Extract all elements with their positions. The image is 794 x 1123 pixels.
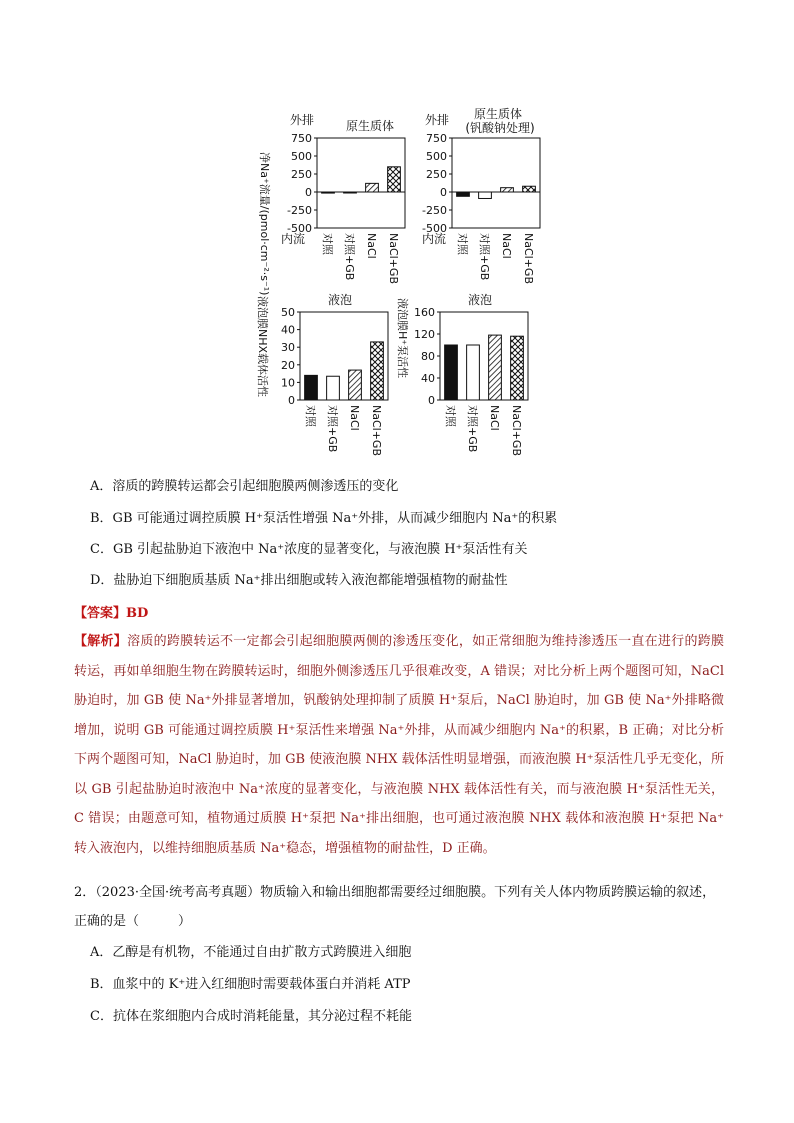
y-tick-label: 750	[291, 132, 312, 145]
y-tick-label: 0	[428, 394, 435, 407]
chart-plot	[422, 132, 540, 284]
y-tick-label: 0	[305, 186, 312, 199]
question-2-option-b: B．血浆中的 K⁺进入红细胞时需要载体蛋白并消耗 ATP	[90, 977, 411, 992]
y-tick-label: 30	[281, 341, 295, 355]
bar	[445, 345, 458, 400]
chart-top-label: 外排	[290, 113, 315, 127]
x-tick-label: NaCl+GB	[387, 233, 400, 284]
bar	[305, 375, 318, 400]
x-tick-label: 对照	[321, 233, 334, 255]
chart-protoplast-vanadate	[390, 100, 550, 304]
y-tick-label: 500	[426, 150, 447, 163]
x-tick-label: NaCl	[488, 405, 501, 431]
y-tick-label: 40	[421, 372, 435, 385]
chart-bottom-label: 内流	[280, 232, 306, 246]
bar	[457, 192, 470, 196]
analysis-text: 溶质的跨膜转运不一定都会引起细胞膜两侧的渗透压变化，如正常细胞为维持渗透压一直在进行的跨膜转运，再如单细胞生物在跨膜转运时，细胞外侧渗透压几乎很难改变，A 错误；对比分析上两个题图可知，NaCl 胁迫时，加 GB 使 Na⁺外排显著增加，钒酸钠处理抑制了质膜 H⁺泵后，NaCl 胁迫时，加 GB 使 Na⁺外排略微增加，说明 GB 可能通过调控质膜 H⁺泵活性来增强 Na⁺外排，从而减少细胞内 Na⁺的积累，B 正确；对比分析下两个题图可知，NaCl 胁迫时，加 GB 使液泡膜 NHX 载体活性明显增强，而液泡膜 H⁺泵活性几乎无变化，所以 GB 引起盐胁迫时液泡中 Na⁺浓度的显著变化，与液泡膜 NHX 载体活性有关，而与液泡膜 H⁺泵活性无关，C 错误；由题意可知，植物通过质膜 H⁺泵把 Na⁺排出细胞，也可通过液泡膜 NHX 载体和液泡膜 H⁺泵把 Na⁺转入液泡内，以维持细胞质基质 Na⁺稳态，增强植物的耐盐性，D 正确。	[74, 634, 724, 856]
y-tick-label: 750	[426, 132, 447, 145]
chart-title: 液泡	[327, 293, 353, 307]
y-tick-label: 50	[281, 306, 295, 319]
x-tick-label: NaCl	[365, 233, 378, 259]
x-tick-label: NaCl+GB	[522, 233, 535, 284]
y-tick-label: 500	[291, 150, 312, 163]
x-tick-label: 对照+GB	[326, 405, 339, 453]
option-c: C．GB 引起盐胁迫下液泡中 Na⁺浓度的显著变化，与液泡膜 H⁺泵活性有关	[90, 542, 528, 557]
y-tick-label: -500	[422, 222, 447, 235]
analysis	[74, 627, 724, 863]
chart-y-label: 净Na⁺流量/(pmol·cm⁻²·s⁻¹)	[258, 152, 271, 296]
chart-svg	[255, 290, 415, 470]
chart-title: 原生质体	[345, 119, 395, 133]
bar	[523, 186, 536, 192]
y-tick-label: -250	[287, 204, 312, 217]
option-a: A．溶质的跨膜转运都会引起细胞膜两侧渗透压的变化	[90, 479, 399, 494]
x-tick-label: NaCl	[348, 405, 361, 431]
chart-vacuole-nhx	[255, 290, 415, 474]
x-tick-label: 对照+GB	[343, 233, 356, 281]
y-tick-label: -500	[287, 222, 312, 235]
x-tick-label: 对照+GB	[478, 233, 491, 281]
y-tick-label: 0	[288, 394, 295, 407]
bar	[511, 336, 524, 400]
question-2-option-a: A．乙醇是有机物，不能通过自由扩散方式跨膜进入细胞	[90, 945, 412, 960]
y-tick-label: 120	[414, 328, 435, 341]
bar	[501, 188, 514, 192]
bar	[467, 345, 480, 400]
chart-top-label: 外排	[425, 113, 450, 127]
y-tick-label: 250	[426, 168, 447, 181]
bar	[327, 376, 340, 400]
x-tick-label: NaCl	[500, 233, 513, 259]
chart-plot	[414, 306, 528, 456]
question-2-stem: 2．（2023·全国·统考高考真题）物质输入和输出细胞都需要经过细胞膜。下列有关人体内物质跨膜运输的叙述，正确的是（ ）	[74, 885, 716, 929]
chart-plot	[281, 306, 388, 456]
bar	[371, 342, 384, 400]
chart-svg	[390, 100, 550, 300]
y-tick-label: -250	[422, 204, 447, 217]
chart-bottom-label: 内流	[421, 232, 447, 246]
chart-title: 原生质体	[473, 107, 523, 121]
question-2-option-c: C．抗体在浆细胞内合成时消耗能量，其分泌过程不耗能	[90, 1009, 412, 1024]
answer-label: 【答案】	[74, 606, 127, 621]
y-tick-label: 10	[281, 376, 295, 390]
analysis-label: 【解析】	[74, 634, 128, 649]
bar	[349, 370, 362, 400]
bar	[479, 192, 492, 198]
y-tick-label: 40	[281, 323, 295, 337]
answer-value: BD	[126, 606, 149, 621]
answer	[74, 602, 148, 621]
chart-y-label: 液泡膜NHX载体活性	[256, 296, 269, 398]
chart-svg	[395, 290, 555, 470]
y-tick-label: 250	[291, 168, 312, 181]
x-tick-label: 对照	[456, 233, 469, 255]
bar	[322, 192, 335, 193]
bar	[366, 183, 379, 192]
option-b: B．GB 可能通过调控质膜 H⁺泵活性增强 Na⁺外排，从而减少细胞内 Na⁺的积累	[90, 511, 558, 526]
chart-title: 液泡	[467, 293, 493, 307]
x-tick-label: 对照	[304, 405, 317, 427]
x-tick-label: 对照	[444, 405, 457, 427]
x-tick-label: NaCl+GB	[510, 405, 523, 456]
y-tick-label: 20	[281, 358, 295, 372]
y-tick-label: 0	[440, 186, 447, 199]
x-tick-label: 对照+GB	[466, 405, 479, 453]
bar	[344, 192, 357, 193]
y-tick-label: 80	[421, 350, 435, 363]
y-tick-label: 160	[414, 306, 435, 319]
plot-frame	[452, 138, 540, 228]
option-d: D．盐胁迫下细胞质基质 Na⁺排出细胞或转入液泡都能增强植物的耐盐性	[90, 573, 508, 588]
bar	[489, 335, 502, 400]
x-tick-label: NaCl+GB	[370, 405, 383, 456]
chart-plot	[287, 132, 405, 284]
chart-subtitle: (钒酸钠处理)	[465, 121, 535, 135]
chart-y-label: 液泡膜H⁺泵活性	[396, 298, 409, 379]
chart-vacuole-hpump	[395, 290, 555, 474]
